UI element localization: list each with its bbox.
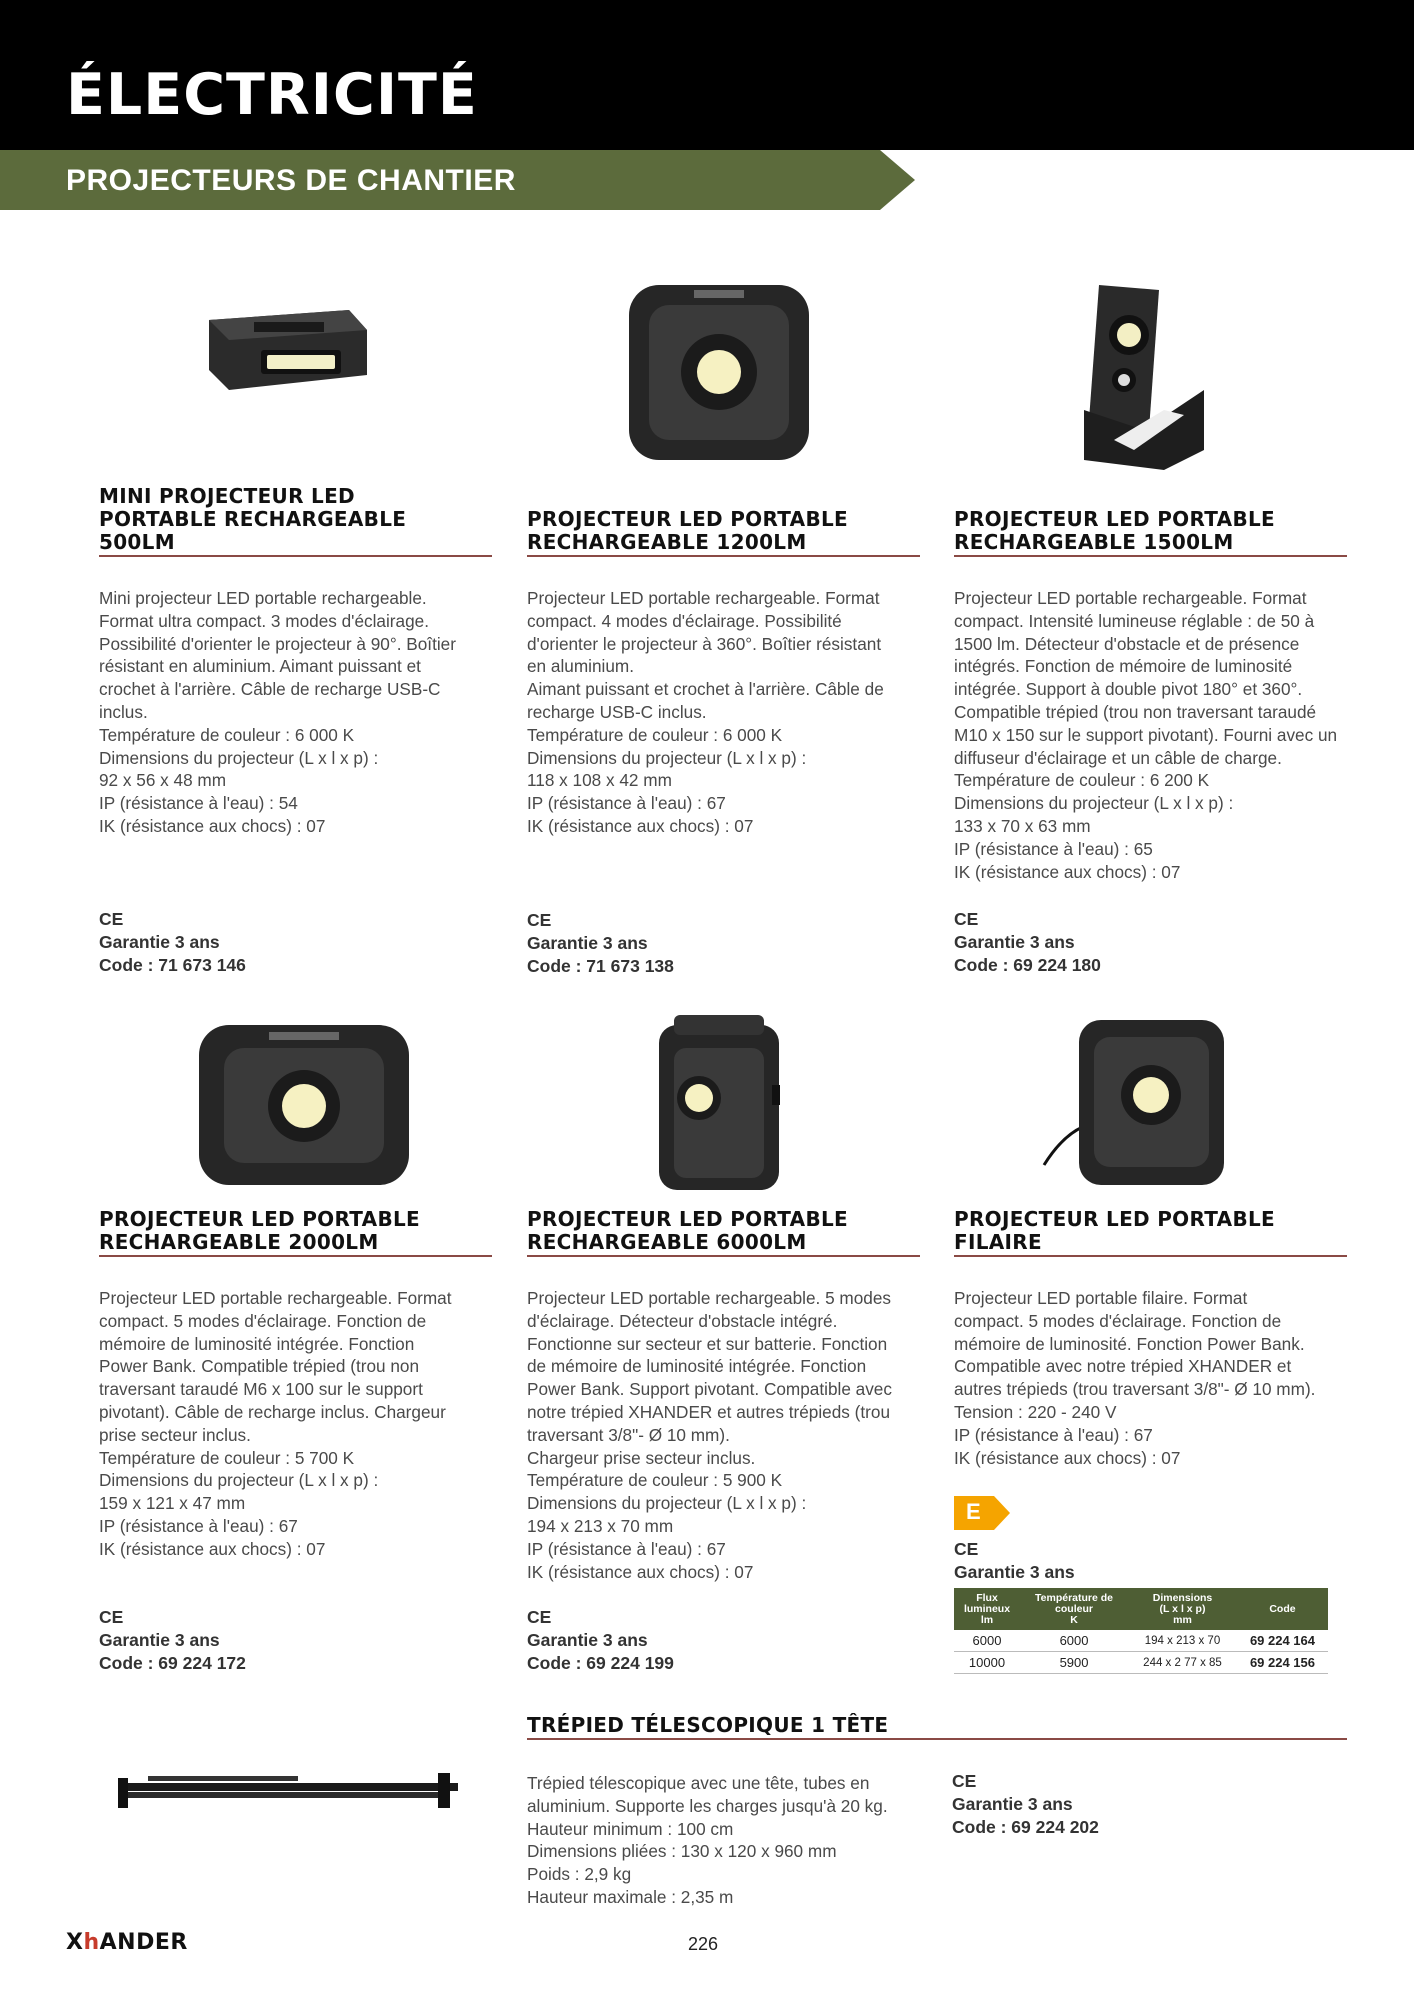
warranty: Garantie 3 ans <box>952 1794 1073 1814</box>
energy-class-label: E <box>966 1499 981 1524</box>
section-title: PROJECTEURS DE CHANTIER <box>66 164 516 197</box>
product-title: PROJECTEUR LED PORTABLE FILAIRE <box>954 1207 1276 1254</box>
spec-table <box>954 1588 1328 1674</box>
product-meta <box>527 909 922 978</box>
table-cell: 69 224 156 <box>1237 1652 1328 1674</box>
title-rule <box>527 1255 920 1257</box>
table-cell: 194 x 213 x 70 <box>1128 1630 1237 1652</box>
energy-class-badge <box>954 1496 1010 1530</box>
ce-mark: CE <box>99 1607 124 1627</box>
warranty: Garantie 3 ans <box>954 932 1075 952</box>
table-header: Température de couleur K <box>1020 1588 1128 1630</box>
ce-mark: CE <box>99 909 124 929</box>
warranty: Garantie 3 ans <box>954 1562 1075 1582</box>
product-description: Projecteur LED portable filaire. Format compact. 5 modes d'éclairage. Fonction de mémoire de luminosité. Fonction Power Bank. Compatible avec notre trépied XHANDER et autres trépieds (trou traversant 3/8"- Ø 10 mm). Tension : 220 - 240 V IP (résistance à l'eau) : 67 IK (résistance aux chocs) : 07 <box>954 1288 1316 1468</box>
product-image <box>194 1020 414 1195</box>
table-cell: 6000 <box>1020 1630 1128 1652</box>
brand-logo: XhANDER <box>66 1930 188 1955</box>
product-1500lm <box>954 260 1349 980</box>
product-title: PROJECTEUR LED PORTABLE RECHARGEABLE 6000LM <box>527 1207 849 1254</box>
product-description: Projecteur LED portable rechargeable. Format compact. 4 modes d'éclairage. Possibilité d'orienter le projecteur à 360°. Boîtier résistant en aluminium. Aimant puissant et crochet à l'arrière. Câble de recharge USB-C inclus. Température de couleur : 6 000 K Dimensions du projecteur (L x l x p) : 118 x 108 x 42 mm IP (résistance à l'eau) : 67 IK (résistance aux chocs) : 07 <box>527 588 884 836</box>
table-header: Flux lumineux lm <box>954 1588 1020 1630</box>
ce-mark: CE <box>954 909 979 929</box>
product-meta <box>99 908 494 977</box>
table-header: Dimensions (L x l x p) mm <box>1128 1588 1237 1630</box>
product-image <box>1039 1015 1229 1195</box>
product-description: Mini projecteur LED portable rechargeable. Format ultra compact. 3 modes d'éclairage. Possibilité d'orienter le projecteur à 90°. Boîtier résistant en aluminium. Aimant puissant et crochet à l'arrière. Câble de recharge USB-C inclus. Température de couleur : 6 000 K Dimensions du projecteur (L x l x p) : 92 x 56 x 48 mm IP (résistance à l'eau) : 54 IK (résistance aux chocs) : 07 <box>99 588 456 836</box>
title-rule <box>99 555 492 557</box>
product-image <box>199 300 369 405</box>
ce-mark: CE <box>954 1539 979 1559</box>
product-meta <box>952 1770 1347 1839</box>
tripod-image <box>118 1768 463 1823</box>
table-cell: 244 x 2 77 x 85 <box>1128 1652 1237 1674</box>
product-2000lm <box>99 1010 494 1690</box>
product-meta <box>954 1538 1349 1584</box>
title-rule <box>527 1738 1347 1740</box>
product-filaire <box>954 1010 1349 1690</box>
product-title: PROJECTEUR LED PORTABLE RECHARGEABLE 1200LM <box>527 507 849 554</box>
product-code: Code : 71 673 146 <box>99 955 246 975</box>
table-cell: 69 224 164 <box>1237 1630 1328 1652</box>
product-code: Code : 69 224 180 <box>954 955 1101 975</box>
product-mini-500lm <box>99 260 494 980</box>
product-code: Code : 69 224 172 <box>99 1653 246 1673</box>
ce-mark: CE <box>527 910 552 930</box>
product-image <box>654 1010 784 1200</box>
product-description: Projecteur LED portable rechargeable. Format compact. Intensité lumineuse réglable : de 50 à 1500 lm. Détecteur d'obstacle et de présence intégrés. Fonction de mémoire de luminosité intégrée. Support à double pivot 180° et 360°. Compatible trépied (trou non traversant taraudé M10 x 150 sur le support pivotant). Fourni avec un diffuseur d'éclairage et un câble de charge. Température de couleur : 6 200 K Dimensions du projecteur (L x l x p) : 133 x 70 x 63 mm IP (résistance à l'eau) : 65 IK (résistance aux chocs) : 07 <box>954 588 1338 882</box>
product-code: Code : 71 673 138 <box>527 956 674 976</box>
product-code: Code : 69 224 199 <box>527 1653 674 1673</box>
table-cell: 6000 <box>954 1630 1020 1652</box>
product-image <box>624 280 814 470</box>
page-title: ÉLECTRICITÉ <box>66 62 478 128</box>
ce-mark: CE <box>952 1771 977 1791</box>
warranty: Garantie 3 ans <box>99 1630 220 1650</box>
table-cell: 5900 <box>1020 1652 1128 1674</box>
product-title: MINI PROJECTEUR LED PORTABLE RECHARGEABLE 500LM <box>99 484 407 554</box>
product-title: TRÉPIED TÉLESCOPIQUE 1 TÊTE <box>527 1713 889 1737</box>
ce-mark: CE <box>527 1607 552 1627</box>
product-meta <box>954 908 1349 977</box>
product-1200lm <box>527 260 922 980</box>
table-row <box>954 1652 1328 1674</box>
product-6000lm <box>527 1010 922 1690</box>
page-number: 226 <box>688 1934 719 1954</box>
title-rule <box>99 1255 492 1257</box>
product-code: Code : 69 224 202 <box>952 1817 1099 1837</box>
product-description: Trépied télescopique avec une tête, tubes en aluminium. Supporte les charges jusqu'à 20 kg. Hauteur minimum : 100 cm Dimensions pliées : 130 x 120 x 960 mm Poids : 2,9 kg Hauteur maximale : 2,35 m <box>527 1773 888 1907</box>
table-header: Code <box>1237 1588 1328 1630</box>
title-rule <box>954 1255 1347 1257</box>
warranty: Garantie 3 ans <box>527 1630 648 1650</box>
product-meta <box>527 1606 922 1675</box>
warranty: Garantie 3 ans <box>99 932 220 952</box>
product-tripod <box>527 1710 1347 1910</box>
product-title: PROJECTEUR LED PORTABLE RECHARGEABLE 1500LM <box>954 507 1276 554</box>
title-rule <box>954 555 1347 557</box>
product-meta <box>99 1606 494 1675</box>
warranty: Garantie 3 ans <box>527 933 648 953</box>
table-cell: 10000 <box>954 1652 1020 1674</box>
product-description: Projecteur LED portable rechargeable. 5 modes d'éclairage. Détecteur d'obstacle intégré. Fonctionne sur secteur et sur batterie. Fonction de mémoire de luminosité intégrée. Fonction Power Bank. Support pivotant. Compatible avec notre trépied XHANDER et autres trépieds (trou traversant 3/8"- Ø 10 mm). Chargeur prise secteur inclus. Température de couleur : 5 900 K Dimensions du projecteur (L x l x p) : 194 x 213 x 70 mm IP (résistance à l'eau) : 67 IK (résistance aux chocs) : 07 <box>527 1288 892 1582</box>
title-rule <box>527 555 920 557</box>
product-description: Projecteur LED portable rechargeable. Format compact. 5 modes d'éclairage. Fonction de mémoire de luminosité intégrée. Fonction Power Bank. Compatible trépied (trou non traversant taraudé M6 x 100 sur le support pivotant). Câble de recharge inclus. Chargeur prise secteur inclus. Température de couleur : 5 700 K Dimensions du projecteur (L x l x p) : 159 x 121 x 47 mm IP (résistance à l'eau) : 67 IK (résistance aux chocs) : 07 <box>99 1288 452 1559</box>
table-row <box>954 1630 1328 1652</box>
product-title: PROJECTEUR LED PORTABLE RECHARGEABLE 2000LM <box>99 1207 421 1254</box>
product-image <box>1064 280 1214 480</box>
